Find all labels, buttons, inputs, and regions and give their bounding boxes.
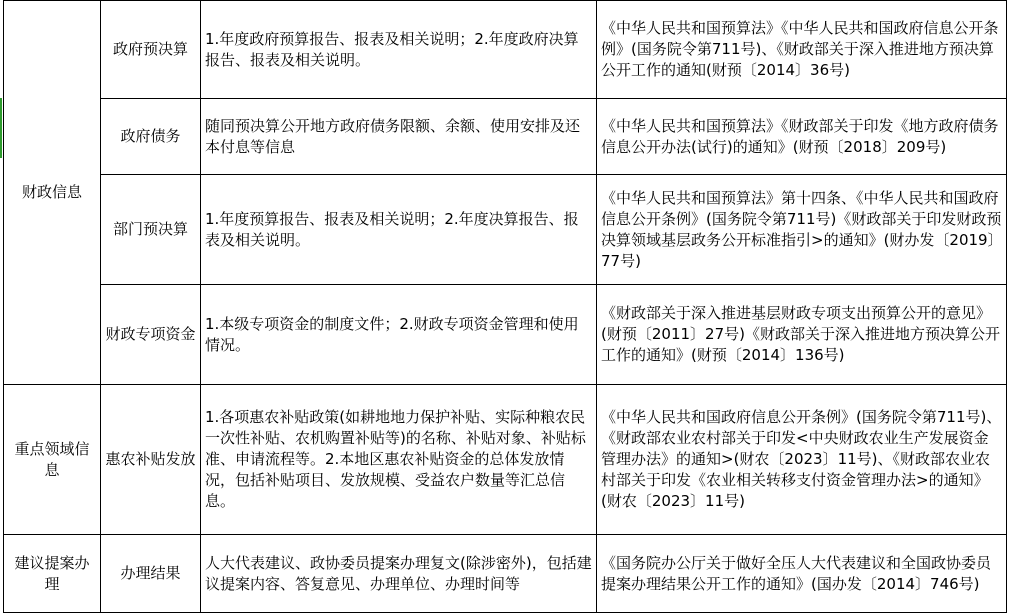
category-cell: 重点领域信息 [4,385,101,535]
table-row [4,285,1007,385]
content-cell: 1.年度政府预算报告、报表及相关说明；2.年度政府决算报告、报表及相关说明。 [201,1,597,99]
table-row [4,535,1007,613]
basis-cell: 《中华人民共和国预算法》第十四条、《中华人民共和国政府信息公开条例》(国务院令第711号)《财政部关于印发财政预决算领域基层政务公开标准指引>的通知》(财办发〔2019〕77号) [597,175,1007,285]
basis-cell: 《中华人民共和国预算法》《财政部关于印发《地方政府债务信息公开办法(试行)的通知》(财预〔2018〕209号) [597,99,1007,175]
category-cell: 财政信息 [4,1,101,385]
basis-cell: 《财政部关于深入推进基层财政专项支出预算公开的意见》(财预〔2011〕27号)《财政部关于深入推进地方预决算公开工作的通知》(财预〔2014〕136号) [597,285,1007,385]
basis-cell: 《中华人民共和国政府信息公开条例》(国务院令第711号)、《财政部农业农村部关于印发<中央财政农业生产发展资金管理办法》的通知>(财农〔2023〕11号)、《财政部农业农村部关于印发《农业相关转移支付资金管理办法>的通知》(财农〔2023〕11号) [597,385,1007,535]
item-cell: 部门预决算 [101,175,201,285]
content-cell: 1.本级专项资金的制度文件；2.财政专项资金管理和使用情况。 [201,285,597,385]
item-cell: 财政专项资金 [101,285,201,385]
disclosure-table [3,0,1007,613]
category-cell: 建议提案办理 [4,535,101,613]
table-row [4,99,1007,175]
table-row [4,1,1007,99]
content-cell: 人大代表建议、政协委员提案办理复文(除涉密外)，包括建议提案内容、答复意见、办理单位、办理时间等 [201,535,597,613]
item-cell: 惠农补贴发放 [101,385,201,535]
table-row [4,385,1007,535]
item-cell: 政府预决算 [101,1,201,99]
item-cell: 办理结果 [101,535,201,613]
table-row [4,175,1007,285]
basis-cell: 《中华人民共和国预算法》《中华人民共和国政府信息公开条例》(国务院令第711号)、《财政部关于深入推进地方预决算公开工作的通知(财预〔2014〕36号) [597,1,1007,99]
left-edge-accent [0,98,2,158]
content-cell: 1.年度预算报告、报表及相关说明；2.年度决算报告、报表及相关说明。 [201,175,597,285]
content-cell: 1.各项惠农补贴政策(如耕地地力保护补贴、实际种粮农民一次性补贴、农机购置补贴等)的名称、补贴对象、补贴标准、申请流程等。2.本地区惠农补贴资金的总体发放情况，包括补贴项目、发放规模、受益农户数量等汇总信息。 [201,385,597,535]
item-cell: 政府债务 [101,99,201,175]
content-cell: 随同预决算公开地方政府债务限额、余额、使用安排及还本付息等信息 [201,99,597,175]
basis-cell: 《国务院办公厅关于做好全压人大代表建议和全国政协委员提案办理结果公开工作的通知》(国办发〔2014〕746号) [597,535,1007,613]
